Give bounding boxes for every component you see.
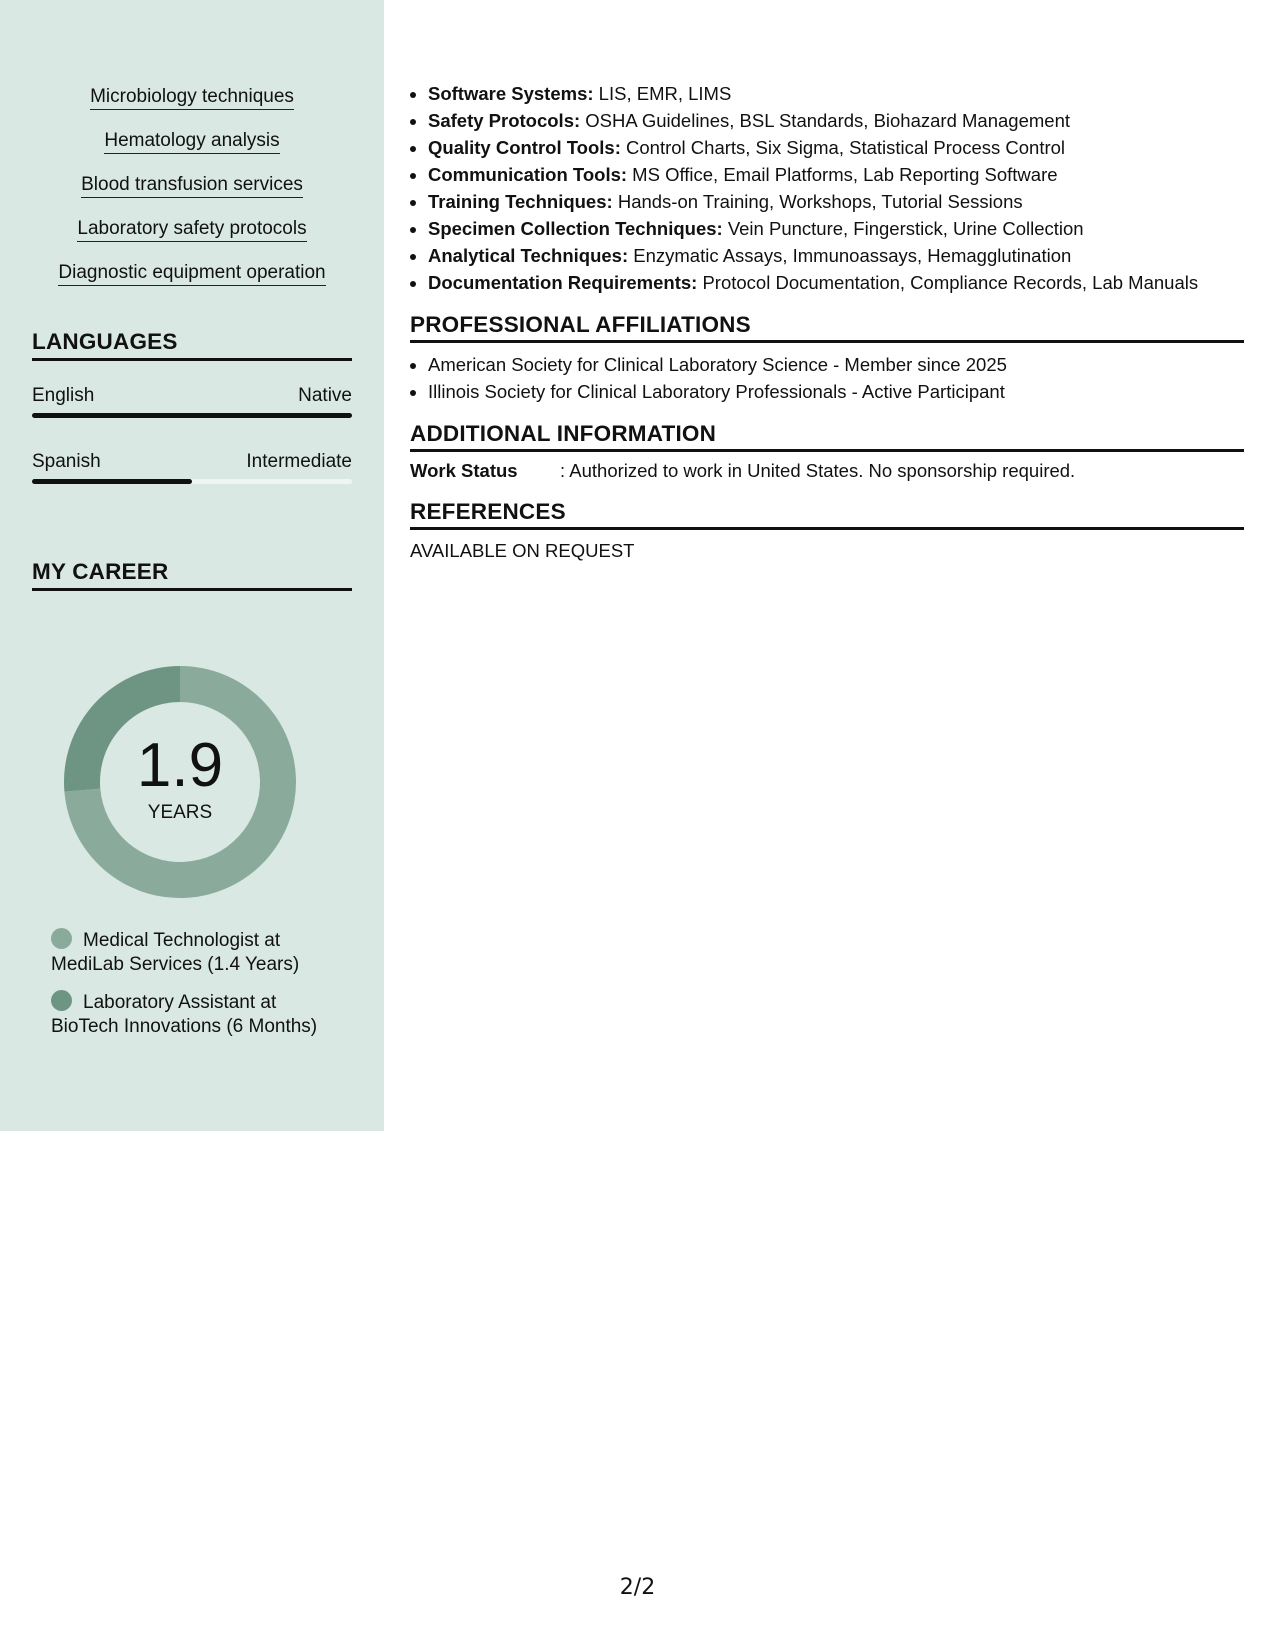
career-total-years: 1.9 — [136, 731, 224, 800]
skills-list — [32, 86, 352, 306]
language-level: Intermediate — [246, 451, 352, 472]
main-content — [410, 80, 1244, 563]
tools-item-label: Specimen Collection Techniques: — [428, 218, 723, 239]
language-bar-spanish — [32, 479, 352, 484]
language-bar-fill — [32, 479, 192, 484]
languages-heading: LANGUAGES — [32, 329, 352, 361]
tools-item — [428, 161, 1244, 188]
work-status-row — [410, 459, 1244, 483]
language-row-spanish — [32, 451, 352, 473]
legend-dot-icon — [51, 928, 72, 949]
work-status-label: Work Status — [410, 460, 518, 481]
tools-item-value: Control Charts, Six Sigma, Statistical Process Control — [620, 137, 1066, 158]
tools-item — [428, 269, 1244, 296]
affiliations-heading: PROFESSIONAL AFFILIATIONS — [410, 312, 1244, 343]
tools-item — [428, 242, 1244, 269]
page-number: 2/2 — [619, 1575, 656, 1600]
career-item-2 — [51, 990, 351, 1039]
work-status-value: : Authorized to work in United States. No sponsorship required. — [560, 460, 1076, 481]
tools-item-label: Safety Protocols: — [428, 110, 581, 131]
tools-item-value: Vein Puncture, Fingerstick, Urine Collection — [722, 218, 1084, 239]
language-bar-english — [32, 413, 352, 418]
affiliations-list — [410, 351, 1244, 405]
tools-item — [428, 188, 1244, 215]
references-heading: REFERENCES — [410, 499, 1244, 530]
tools-list — [410, 80, 1244, 296]
tools-item-value: OSHA Guidelines, BSL Standards, Biohazard Management — [580, 110, 1070, 131]
language-name: Spanish — [32, 451, 101, 472]
career-item-company: BioTech Innovations (6 Months) — [51, 1016, 318, 1037]
language-bar-fill — [32, 413, 352, 418]
tools-item-value: LIS, EMR, LIMS — [593, 83, 732, 104]
language-level: Native — [298, 385, 352, 406]
tools-item-label: Documentation Requirements: — [428, 272, 698, 293]
skill-item: Blood transfusion services — [81, 174, 303, 198]
tools-item-label: Communication Tools: — [428, 164, 628, 185]
tools-item-label: Software Systems: — [428, 83, 594, 104]
skill-item: Hematology analysis — [104, 130, 279, 154]
tools-item-label: Training Techniques: — [428, 191, 613, 212]
career-item-company: MediLab Services (1.4 Years) — [51, 954, 300, 975]
legend-dot-icon — [51, 990, 72, 1011]
tools-item — [428, 215, 1244, 242]
tools-item-value: Hands-on Training, Workshops, Tutorial Sessions — [612, 191, 1023, 212]
tools-item-value: Enzymatic Assays, Immunoassays, Hemagglutination — [628, 245, 1072, 266]
sidebar — [0, 0, 384, 1131]
skill-item: Laboratory safety protocols — [77, 218, 306, 242]
tools-item — [428, 80, 1244, 107]
additional-info-heading: ADDITIONAL INFORMATION — [410, 421, 1244, 452]
career-item-1 — [51, 928, 351, 977]
references-text: AVAILABLE ON REQUEST — [410, 540, 635, 561]
tools-item-label: Quality Control Tools: — [428, 137, 621, 158]
skill-item: Microbiology techniques — [90, 86, 294, 110]
tools-item — [428, 107, 1244, 134]
affiliation-item: • Illinois Society for Clinical Laboratory Professionals - Active Participant — [428, 378, 1244, 405]
tools-item-value: MS Office, Email Platforms, Lab Reporting Software — [627, 164, 1058, 185]
language-row-english — [32, 385, 352, 407]
career-item-role: Medical Technologist at — [83, 930, 281, 951]
career-item-role: Laboratory Assistant at — [83, 992, 277, 1013]
career-heading: MY CAREER — [32, 559, 352, 591]
tools-item — [428, 134, 1244, 161]
skill-item: Diagnostic equipment operation — [58, 262, 325, 286]
career-total-unit: YEARS — [147, 802, 213, 823]
tools-item-label: Analytical Techniques: — [428, 245, 629, 266]
affiliation-item: • American Society for Clinical Laboratory Science - Member since 2025 — [428, 351, 1244, 378]
tools-item-value: Protocol Documentation, Compliance Records, Lab Manuals — [697, 272, 1199, 293]
language-name: English — [32, 385, 95, 406]
